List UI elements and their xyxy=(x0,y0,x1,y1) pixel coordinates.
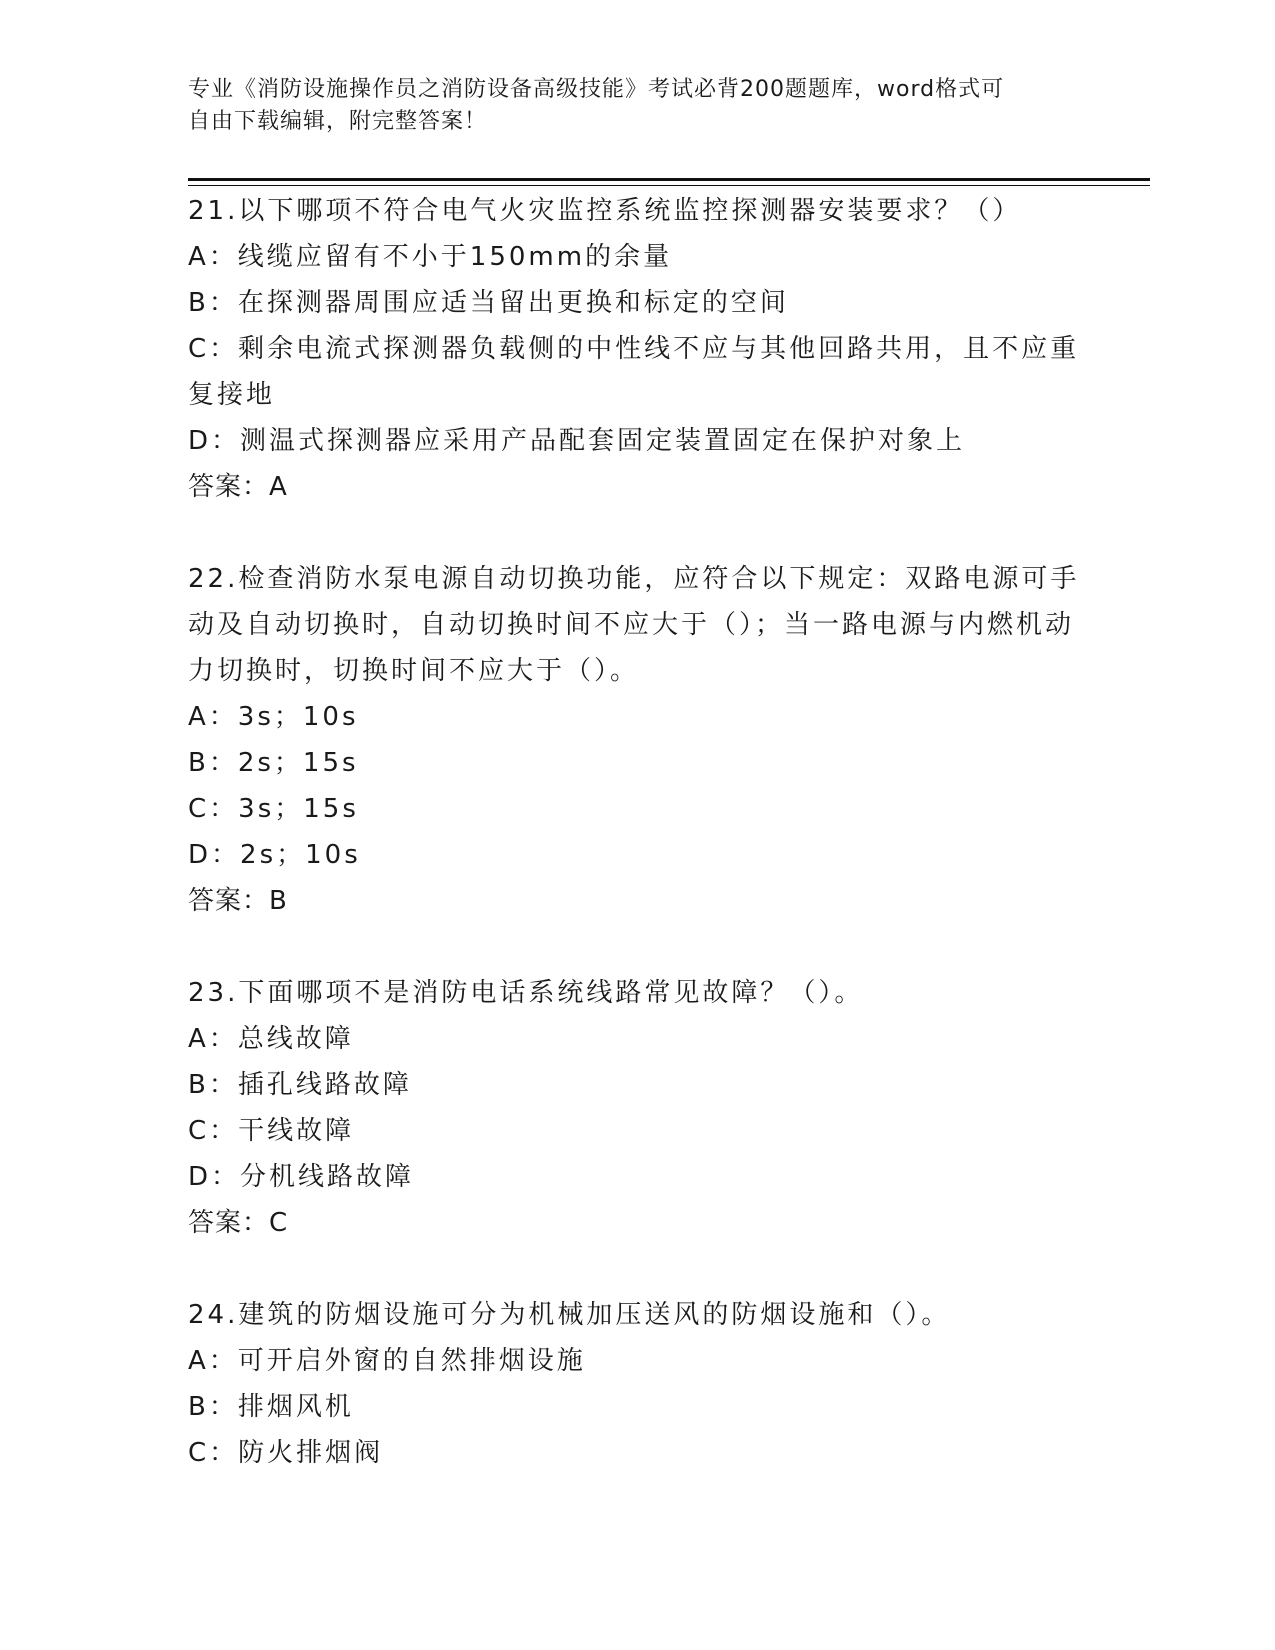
option-d: D：2s；10s xyxy=(188,840,361,870)
answer-label: 答案：B xyxy=(188,886,288,916)
question-stem: 22.检查消防水泵电源自动切换功能，应符合以下规定：双路电源可手动及自动切换时，自动切换时间不应大于（）；当一路电源与内燃机动力切换时，切换时间不应大于（）。 xyxy=(188,564,1080,686)
question-22 xyxy=(188,556,1088,924)
answer-label: 答案：A xyxy=(188,472,288,502)
option-b: B：在探测器周围应适当留出更换和标定的空间 xyxy=(188,288,789,318)
option-c: C：干线故障 xyxy=(188,1116,355,1146)
document-intro: 专业《消防设施操作员之消防设备高级技能》考试必背200题题库，word格式可 自由下载编辑，附完整答案！ xyxy=(188,77,1005,134)
header-divider-thin xyxy=(188,185,1150,186)
option-a: A：总线故障 xyxy=(188,1024,354,1054)
question-list xyxy=(188,188,1088,1522)
option-b: B：排烟风机 xyxy=(188,1392,354,1422)
question-23 xyxy=(188,970,1088,1246)
option-b: B：插孔线路故障 xyxy=(188,1070,412,1100)
option-c: C：3s；15s xyxy=(188,794,359,824)
option-a: A：可开启外窗的自然排烟设施 xyxy=(188,1346,586,1376)
question-stem: 21.以下哪项不符合电气火灾监控系统监控探测器安装要求？（） xyxy=(188,196,1022,226)
option-a: A：3s；10s xyxy=(188,702,359,732)
option-b: B：2s；15s xyxy=(188,748,359,778)
option-a: A：线缆应留有不小于150mm的余量 xyxy=(188,242,673,272)
option-c: C：剩余电流式探测器负载侧的中性线不应与其他回路共用，且不应重复接地 xyxy=(188,334,1080,410)
option-d: D：分机线路故障 xyxy=(188,1162,415,1192)
answer-label: 答案：C xyxy=(188,1208,289,1238)
question-stem: 23.下面哪项不是消防电话系统线路常见故障？（）。 xyxy=(188,978,864,1008)
question-21 xyxy=(188,188,1088,510)
option-c: C：防火排烟阀 xyxy=(188,1438,384,1468)
header-divider-thick xyxy=(188,178,1150,181)
option-d: D：测温式探测器应采用产品配套固定装置固定在保护对象上 xyxy=(188,426,966,456)
question-stem: 24.建筑的防烟设施可分为机械加压送风的防烟设施和（）。 xyxy=(188,1300,951,1330)
question-24 xyxy=(188,1292,1088,1476)
